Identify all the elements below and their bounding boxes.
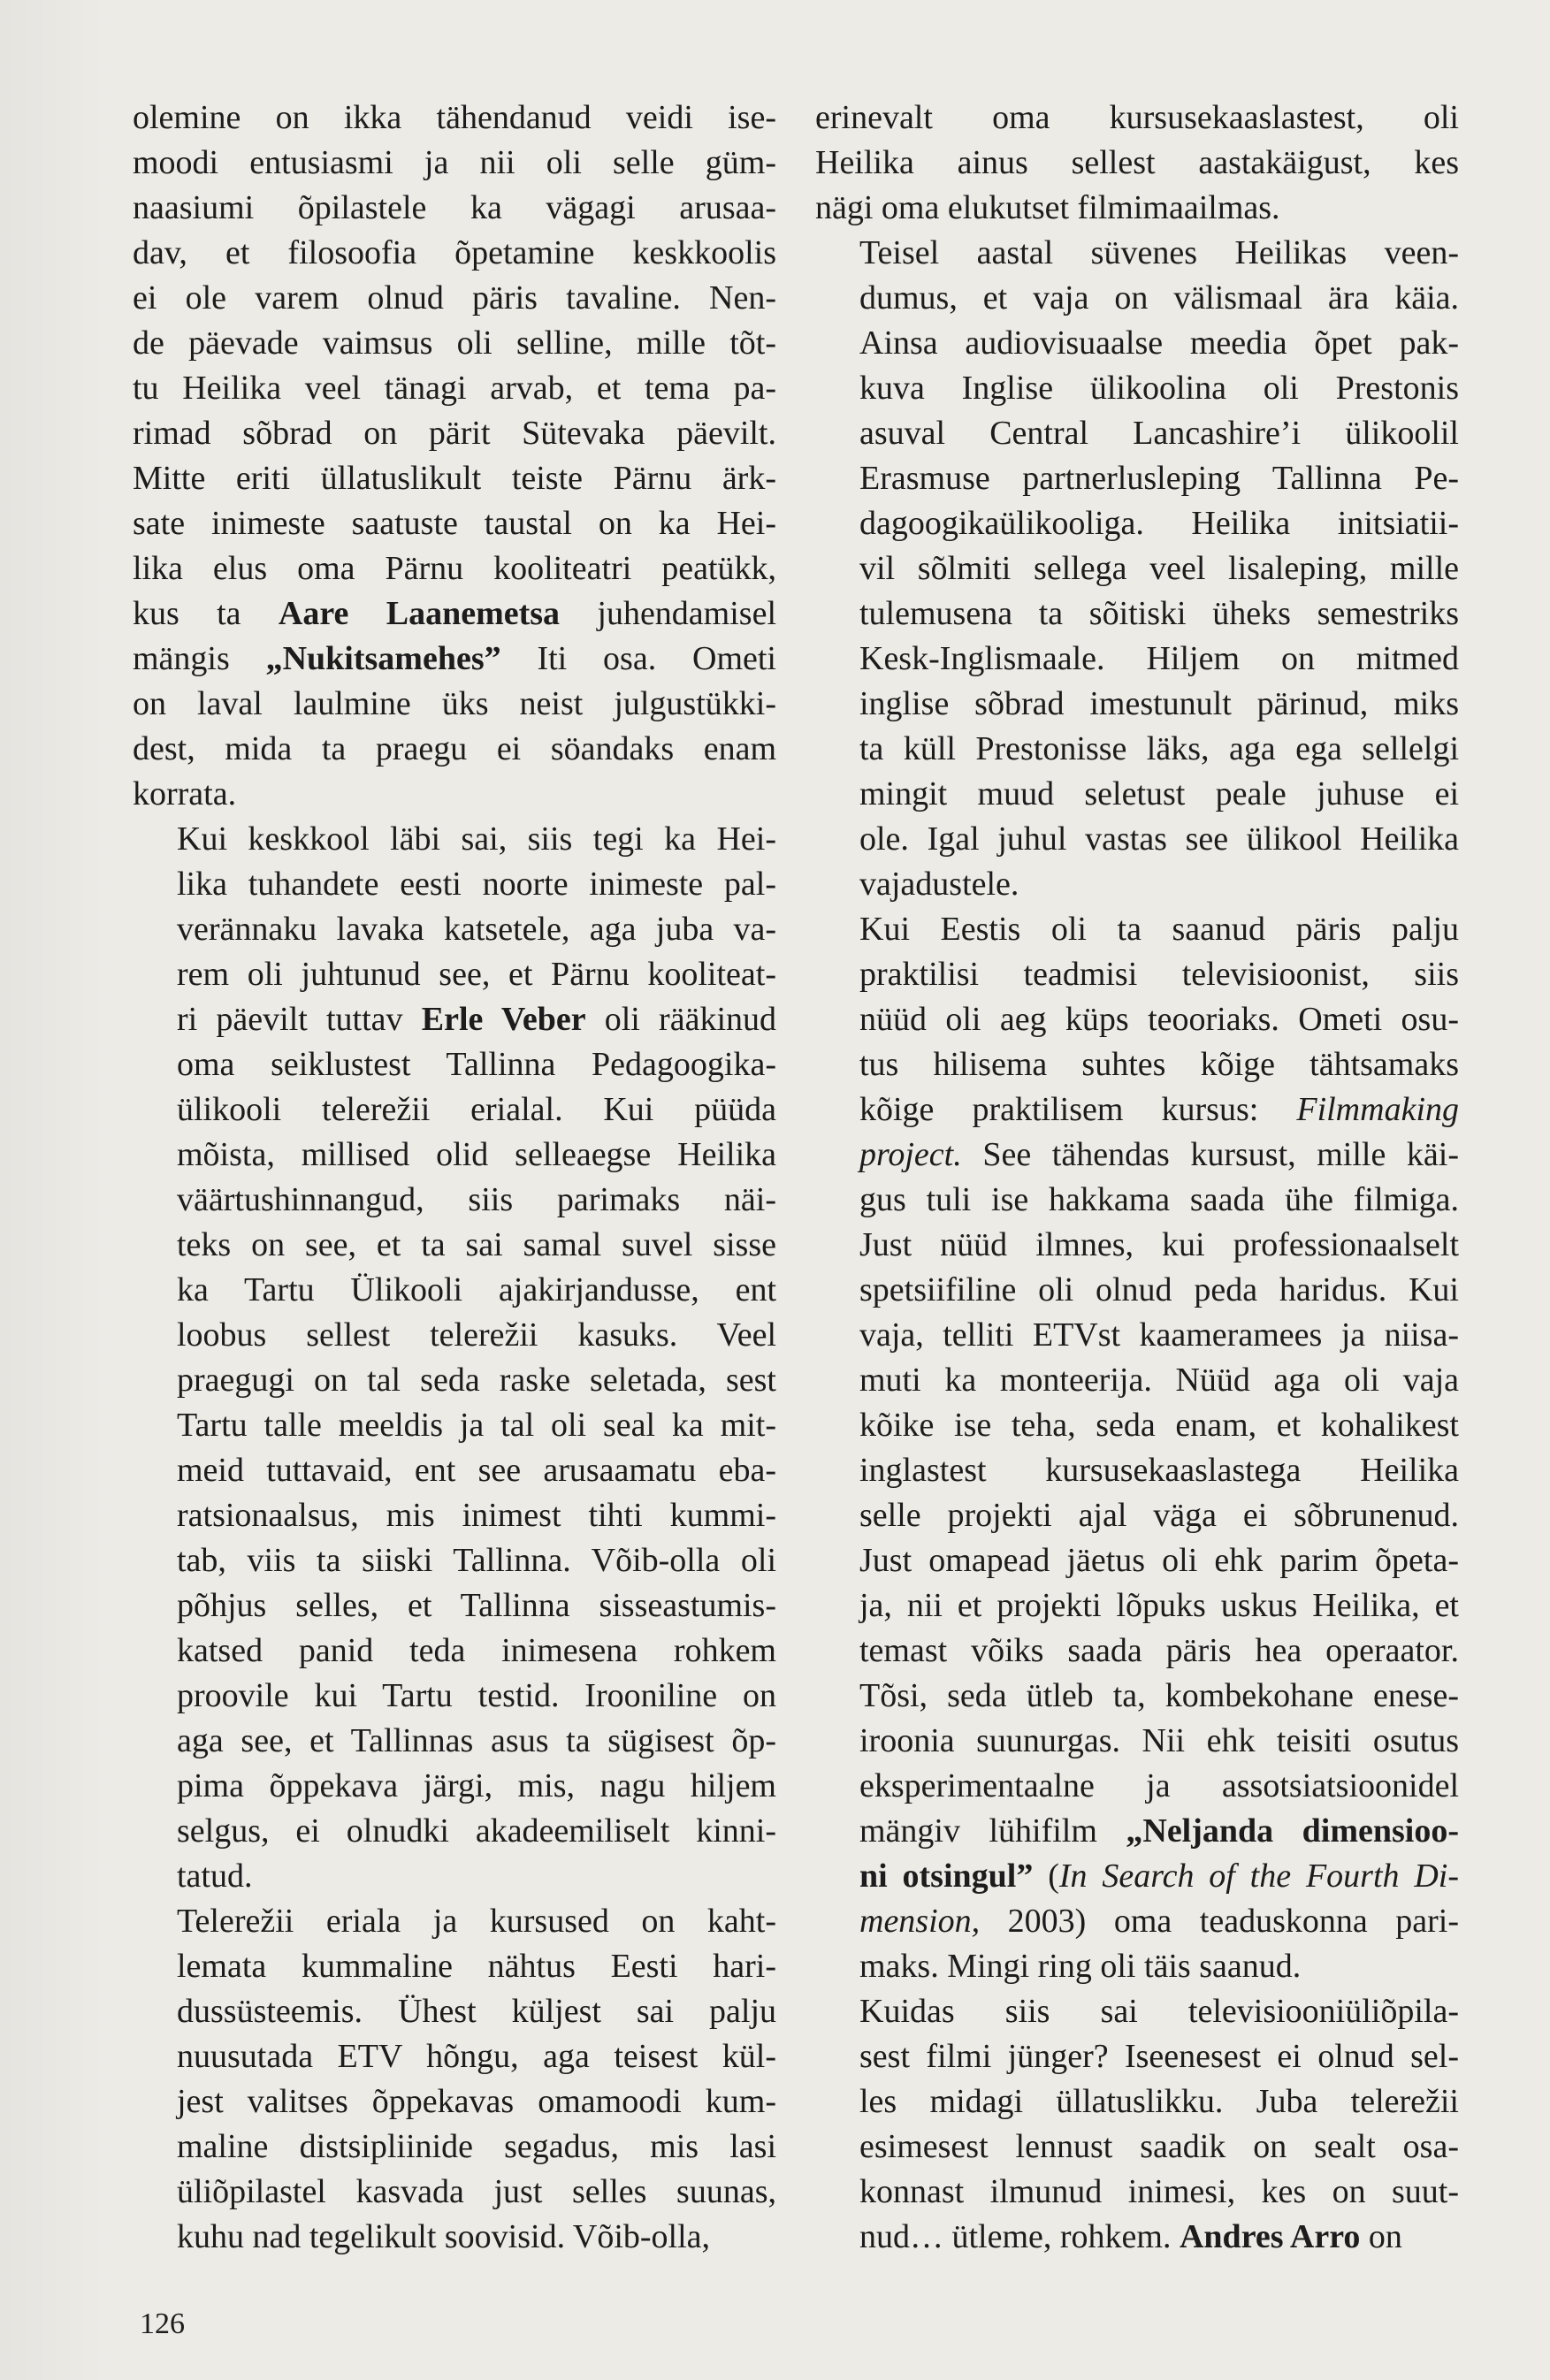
- text-line: [815, 1719, 1459, 1764]
- text-line: [815, 411, 1459, 456]
- bold-name: „Neljanda dimensioo-: [1126, 1812, 1459, 1850]
- text-run: rimad sõbrad on pärit Sütevaka päevilt.: [133, 415, 776, 452]
- text-run: nuusutada ETV hõngu, aga teisest kül-: [177, 2038, 776, 2075]
- text-line: [133, 637, 776, 682]
- text-line: [815, 1178, 1459, 1223]
- italic-title: Filmmaking: [1296, 1091, 1459, 1128]
- text-line: [133, 727, 776, 772]
- text-line: [815, 1809, 1459, 1854]
- text-run: asuval Central Lancashire’i ülikoolil: [859, 415, 1459, 452]
- text-line: [133, 1674, 776, 1719]
- text-run: põhjus selles, et Tallinna sisseastumis-: [177, 1587, 776, 1624]
- text-run: Telerežii eriala ja kursused on kaht-: [177, 1903, 776, 1940]
- text-run: pima õppekava järgi, mis, nagu hiljem: [177, 1767, 776, 1804]
- text-run: Tartu talle meeldis ja tal oli seal ka mit-: [177, 1407, 776, 1444]
- text-line: [133, 1403, 776, 1448]
- page-number: 126: [140, 2308, 185, 2340]
- text-line: [815, 772, 1459, 817]
- text-line: [133, 321, 776, 366]
- text-run: tab, viis ta siiski Tallinna. Võib-olla oli: [177, 1542, 776, 1579]
- text-run: ratsionaalsus, mis inimest tihti kummi-: [177, 1497, 776, 1534]
- text-line: [133, 1764, 776, 1809]
- text-line: [133, 456, 776, 501]
- text-run: selgus, ei olnudki akadeemiliselt kinni-: [177, 1812, 776, 1850]
- text-line: [133, 1944, 776, 1989]
- text-line: [133, 95, 776, 141]
- text-run: tulemusena ta sõitiski üheks semestriks: [859, 595, 1459, 632]
- text-run: lemata kummaline nähtus Eesti hari-: [177, 1948, 776, 1985]
- text-line: [815, 817, 1459, 862]
- text-run: lika tuhandete eesti noorte inimeste pal-: [177, 866, 776, 903]
- bold-name: Aare Laanemetsa: [278, 595, 561, 632]
- text-line: [133, 546, 776, 591]
- text-run: maks. Mingi ring oli täis saanud.: [859, 1948, 1302, 1985]
- text-line: [815, 1133, 1459, 1178]
- text-run: vajadustele.: [859, 866, 1019, 903]
- bold-name: ni otsingul”: [859, 1857, 1034, 1895]
- text-run: kõige praktilisem kursus:: [859, 1091, 1297, 1128]
- text-run: Kui keskkool läbi sai, siis tegi ka Hei-: [177, 820, 776, 858]
- text-line: [133, 1583, 776, 1629]
- text-line: [815, 1944, 1459, 1989]
- text-run: ülikooli telerežii erialal. Kui püüda: [177, 1091, 776, 1128]
- text-run: kõike ise teha, seda enam, et kohalikest: [859, 1407, 1459, 1444]
- bold-name: Erle Veber: [421, 1001, 586, 1038]
- text-line: [133, 1493, 776, 1538]
- text-line: [133, 862, 776, 907]
- text-run: iroonia suunurgas. Nii ehk teisiti osutus: [859, 1722, 1459, 1759]
- text-line: [133, 2215, 776, 2260]
- text-run: tus hilisema suhtes kõige tähtsamaks: [859, 1046, 1459, 1083]
- text-line: [815, 1268, 1459, 1313]
- text-line: [815, 1313, 1459, 1358]
- text-line: [815, 1403, 1459, 1448]
- text-line: [133, 141, 776, 186]
- text-run: jest valitses õppekavas omamoodi kum-: [177, 2083, 776, 2120]
- text-line: [133, 411, 776, 456]
- text-line: [815, 231, 1459, 276]
- text-run: dav, et filosoofia õpetamine keskkoolis: [133, 234, 776, 271]
- text-line: [815, 95, 1459, 141]
- bold-name: „Nukitsamehes”: [265, 640, 501, 677]
- text-run: Tõsi, seda ütleb ta, kombekohane enese-: [859, 1677, 1459, 1714]
- text-run: 2003) oma teaduskonna pari-: [980, 1903, 1459, 1940]
- text-run: dagoogikaülikooliga. Heilika initsiatii-: [859, 505, 1459, 542]
- text-line: [133, 2034, 776, 2079]
- text-line: [133, 1538, 776, 1583]
- text-run: sate inimeste saatuste taustal on ka Hei-: [133, 505, 776, 542]
- text-line: [133, 1854, 776, 1899]
- text-line: [815, 546, 1459, 591]
- text-run: olemine on ikka tähendanud veidi ise-: [133, 99, 776, 136]
- italic-title: project.: [859, 1136, 962, 1173]
- text-run: mõista, millised olid selleaegse Heilika: [177, 1136, 776, 1173]
- text-run: ole. Igal juhul vastas see ülikool Heilika: [859, 820, 1459, 858]
- text-line: [815, 907, 1459, 952]
- paragraph: [815, 95, 1459, 231]
- text-run: les midagi üllatuslikku. Juba telerežii: [859, 2083, 1459, 2120]
- text-line: [133, 1268, 776, 1313]
- text-run: temast võiks saada päris hea operaator.: [859, 1632, 1459, 1669]
- text-run: teks on see, et ta sai samal suvel sisse: [177, 1226, 776, 1263]
- text-run: maline distsipliinide segadus, mis lasi: [177, 2128, 776, 2165]
- text-run: oli rääkinud: [585, 1001, 777, 1038]
- text-line: [133, 1629, 776, 1674]
- text-line: [133, 1809, 776, 1854]
- text-line: [815, 456, 1459, 501]
- text-run: selle projekti ajal väga ei sõbrunenud.: [859, 1497, 1459, 1534]
- text-line: [133, 1087, 776, 1133]
- text-run: Kesk-Inglismaale. Hiljem on mitmed: [859, 640, 1459, 677]
- text-run: väärtushinnangud, siis parimaks näi-: [177, 1181, 776, 1218]
- text-line: [815, 1899, 1459, 1944]
- text-line: [133, 682, 776, 727]
- text-line: [815, 1629, 1459, 1674]
- left-text-column: [133, 95, 776, 2260]
- text-line: [815, 276, 1459, 321]
- text-run: (: [1033, 1857, 1059, 1895]
- text-line: [133, 817, 776, 862]
- text-run: proovile kui Tartu testid. Irooniline on: [177, 1677, 776, 1714]
- text-line: [133, 1358, 776, 1403]
- text-run: rem oli juhtunud see, et Pärnu kooliteat-: [177, 956, 776, 993]
- text-run: vaja, telliti ETVst kaameramees ja niisa-: [859, 1316, 1459, 1354]
- text-run: moodi entusiasmi ja nii oli selle güm-: [133, 144, 776, 181]
- right-text-column: [815, 95, 1459, 2260]
- text-run: spetsiifiline oli olnud peda haridus. Kui: [859, 1271, 1459, 1308]
- text-run: inglastest kursusekaaslastega Heilika: [859, 1452, 1459, 1489]
- text-line: [133, 186, 776, 231]
- text-line: [815, 186, 1459, 231]
- text-run: korrata.: [133, 775, 237, 812]
- text-run: Kuidas siis sai televisiooniüliõpila-: [859, 1993, 1459, 2030]
- text-line: [815, 997, 1459, 1042]
- text-line: [815, 141, 1459, 186]
- text-line: [133, 2170, 776, 2215]
- text-line: [133, 1719, 776, 1764]
- text-line: [133, 2124, 776, 2170]
- text-line: [815, 1493, 1459, 1538]
- paragraph: [133, 1899, 776, 2260]
- paragraph: [815, 907, 1459, 1989]
- text-run: verännaku lavaka katsetele, aga juba va-: [177, 911, 776, 948]
- text-run: muti ka monteerija. Nüüd aga oli vaja: [859, 1362, 1459, 1399]
- text-run: dumus, et vaja on välismaal ära käia.: [859, 279, 1459, 317]
- text-line: [815, 1989, 1459, 2034]
- text-run: Teisel aastal süvenes Heilikas veen-: [859, 234, 1459, 271]
- text-run: praegugi on tal seda raske seletada, sest: [177, 1362, 776, 1399]
- text-line: [133, 1448, 776, 1493]
- text-run: tu Heilika veel tänagi arvab, et tema pa-: [133, 370, 776, 407]
- text-line: [133, 2079, 776, 2124]
- text-line: [815, 501, 1459, 546]
- bold-name: Andres Arro: [1179, 2218, 1361, 2255]
- text-line: [815, 727, 1459, 772]
- text-run: katsed panid teda inimesena rohkem: [177, 1632, 776, 1669]
- text-run: Ainsa audiovisuaalse meedia õpet pak-: [859, 324, 1459, 362]
- text-line: [815, 2170, 1459, 2215]
- text-run: aga see, et Tallinnas asus ta sügisest õp-: [177, 1722, 776, 1759]
- text-run: mängiv lühifilm: [859, 1812, 1126, 1850]
- text-run: inglise sõbrad imestunult pärinud, miks: [859, 685, 1459, 722]
- text-run: Just nüüd ilmnes, kui professionaalselt: [859, 1226, 1459, 1263]
- text-run: juhendamisel: [560, 595, 777, 632]
- text-run: praktilisi teadmisi televisioonist, siis: [859, 956, 1459, 993]
- text-run: lika elus oma Pärnu kooliteatri peatükk,: [133, 550, 776, 587]
- text-line: [133, 1042, 776, 1087]
- text-run: nüüd oli aeg küps teooriaks. Ometi osu-: [859, 1001, 1459, 1038]
- paragraph: [815, 1989, 1459, 2260]
- text-run: Heilika ainus sellest aastakäigust, kes: [815, 144, 1459, 181]
- text-line: [815, 637, 1459, 682]
- text-line: [133, 907, 776, 952]
- text-run: oma seiklustest Tallinna Pedagoogika-: [177, 1046, 776, 1083]
- text-line: [133, 772, 776, 817]
- italic-title: mension,: [859, 1903, 981, 1940]
- text-line: [815, 862, 1459, 907]
- paragraph: [133, 95, 776, 817]
- text-run: Erasmuse partnerlusleping Tallinna Pe-: [859, 460, 1459, 497]
- text-run: Just omapead jäetus oli ehk parim õpeta-: [859, 1542, 1459, 1579]
- text-line: [133, 231, 776, 276]
- text-run: sest filmi jünger? Iseenesest ei olnud sel-: [859, 2038, 1459, 2075]
- text-run: loobus sellest telerežii kasuks. Veel: [177, 1316, 776, 1354]
- text-run: on laval laulmine üks neist julgustükki-: [133, 685, 776, 722]
- text-run: vil sõlmiti sellega veel lisaleping, mille: [859, 550, 1459, 587]
- text-run: tatud.: [177, 1857, 253, 1895]
- text-run: See tähendas kursust, mille käi-: [961, 1136, 1459, 1173]
- text-run: Mitte eriti üllatuslikult teiste Pärnu ärk-: [133, 460, 776, 497]
- text-line: [815, 1042, 1459, 1087]
- text-run: ja, nii et projekti lõpuks uskus Heilika, et: [859, 1587, 1459, 1624]
- text-run: eksperimentaalne ja assotsiatsioonidel: [859, 1767, 1459, 1804]
- text-line: [815, 321, 1459, 366]
- text-line: [815, 1854, 1459, 1899]
- text-run: ta küll Prestonisse läks, aga ega sellelgi: [859, 730, 1459, 767]
- text-line: [133, 1899, 776, 1944]
- text-line: [133, 276, 776, 321]
- text-line: [133, 501, 776, 546]
- text-line: [133, 952, 776, 997]
- text-run: ka Tartu Ülikooli ajakirjandusse, ent: [177, 1271, 776, 1308]
- page-gutter-shadow: [0, 0, 106, 2380]
- text-line: [815, 1674, 1459, 1719]
- text-run: esimesest lennust saadik on sealt osa-: [859, 2128, 1459, 2165]
- text-line: [815, 2034, 1459, 2079]
- text-line: [133, 1223, 776, 1268]
- text-run: dest, mida ta praegu ei söandaks enam: [133, 730, 776, 767]
- text-run: üliõpilastel kasvada just selles suunas,: [177, 2173, 776, 2210]
- text-run: erinevalt oma kursusekaaslastest, oli: [815, 99, 1459, 136]
- text-run: kus ta: [133, 595, 279, 632]
- text-run: on: [1360, 2218, 1402, 2255]
- text-line: [133, 997, 776, 1042]
- text-run: dussüsteemis. Ühest küljest sai palju: [177, 1993, 776, 2030]
- text-line: [815, 1358, 1459, 1403]
- text-line: [815, 1764, 1459, 1809]
- text-line: [815, 591, 1459, 637]
- text-line: [815, 682, 1459, 727]
- italic-title: In Search of the Fourth Di-: [1058, 1857, 1459, 1895]
- text-line: [815, 1087, 1459, 1133]
- paragraph: [133, 817, 776, 1899]
- text-line: [815, 1583, 1459, 1629]
- text-run: ei ole varem olnud päris tavaline. Nen-: [133, 279, 776, 317]
- paragraph: [815, 231, 1459, 907]
- text-line: [815, 1538, 1459, 1583]
- text-run: mingit muud seletust peale juhuse ei: [859, 775, 1459, 812]
- text-run: mängis: [133, 640, 266, 677]
- text-line: [133, 1989, 776, 2034]
- text-line: [815, 2215, 1459, 2260]
- text-line: [815, 2079, 1459, 2124]
- text-line: [815, 1223, 1459, 1268]
- text-line: [815, 366, 1459, 411]
- text-line: [133, 591, 776, 637]
- text-line: [815, 1448, 1459, 1493]
- text-line: [133, 1178, 776, 1223]
- text-run: naasiumi õpilastele ka vägagi arusaa-: [133, 189, 776, 226]
- text-run: kuhu nad tegelikult soovisid. Võib-olla,: [177, 2218, 711, 2255]
- text-line: [815, 2124, 1459, 2170]
- text-line: [133, 1133, 776, 1178]
- text-run: nägi oma elukutset filmimaailmas.: [815, 189, 1280, 226]
- text-run: de päevade vaimsus oli selline, mille tõt-: [133, 324, 776, 362]
- text-run: nud… ütleme, rohkem.: [859, 2218, 1180, 2255]
- text-run: Iti osa. Ometi: [500, 640, 776, 677]
- text-run: meid tuttavaid, ent see arusaamatu eba-: [177, 1452, 776, 1489]
- text-run: Kui Eestis oli ta saanud päris palju: [859, 911, 1459, 948]
- text-run: kuva Inglise ülikoolina oli Prestonis: [859, 370, 1459, 407]
- text-run: konnast ilmunud inimesi, kes on suut-: [859, 2173, 1459, 2210]
- text-line: [133, 1313, 776, 1358]
- text-run: gus tuli ise hakkama saada ühe filmiga.: [859, 1181, 1459, 1218]
- text-line: [815, 952, 1459, 997]
- text-run: ri päevilt tuttav: [177, 1001, 422, 1038]
- text-line: [133, 366, 776, 411]
